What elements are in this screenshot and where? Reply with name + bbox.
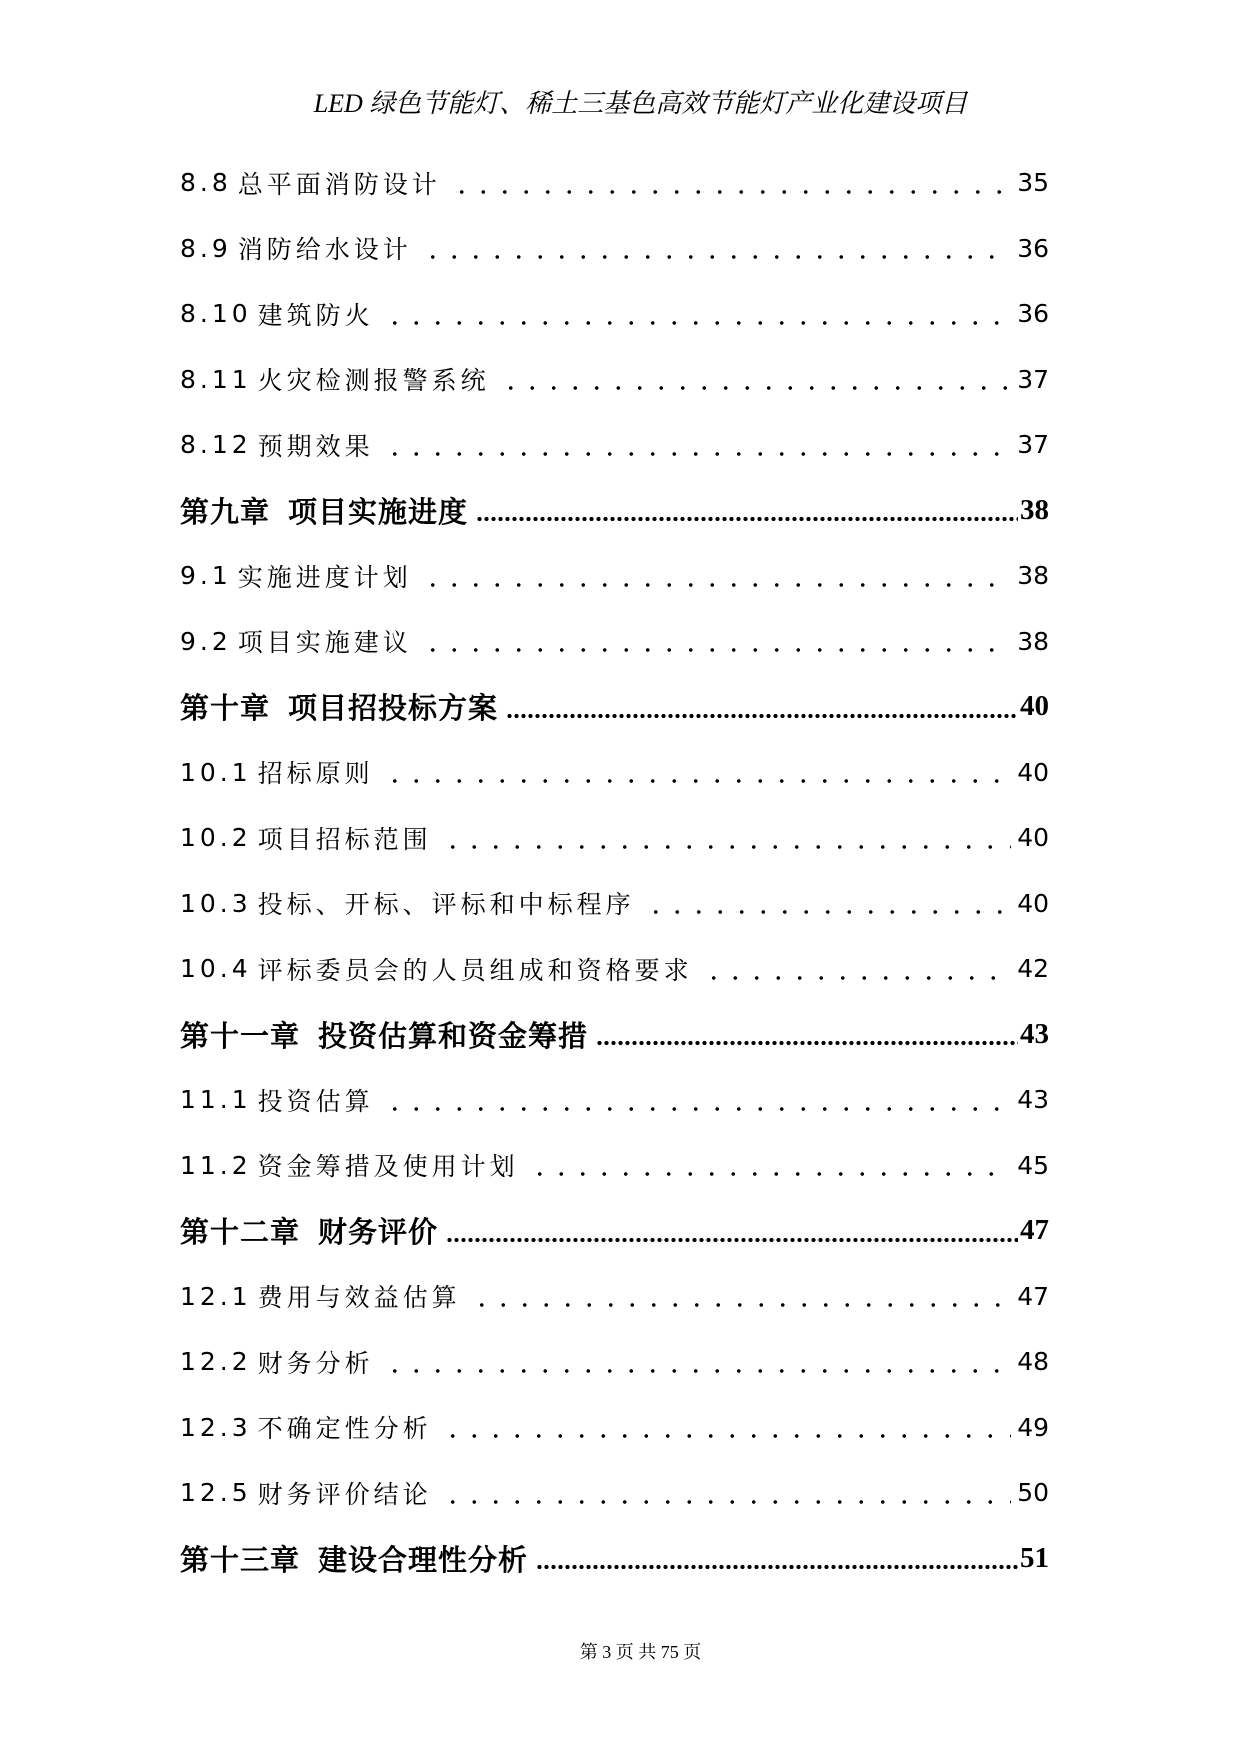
toc-dot-leader bbox=[442, 1498, 1012, 1506]
toc-entry-number: 12.5 bbox=[180, 1478, 252, 1508]
toc-entry-page-number: 50 bbox=[1017, 1478, 1049, 1508]
toc-dot-leader bbox=[476, 515, 1018, 523]
toc-entry-number: 8.12 bbox=[180, 430, 252, 460]
toc-entry-number: 9.1 bbox=[180, 561, 232, 591]
toc-entry-number: 10.4 bbox=[180, 954, 252, 984]
toc-entry-number: 8.10 bbox=[180, 299, 252, 329]
toc-entry-page-number: 40 bbox=[1020, 690, 1049, 723]
toc-entry-page-number: 48 bbox=[1017, 1347, 1049, 1377]
toc-entry-page-number: 47 bbox=[1020, 1214, 1049, 1247]
page-header: LED 绿色节能灯、稀土三基色高效节能灯产业化建设项目 bbox=[313, 89, 968, 118]
toc-entry-title: 财务评价结论 bbox=[257, 1479, 432, 1509]
table-of-contents bbox=[180, 150, 1049, 1591]
toc-entry-title: 预期效果 bbox=[257, 431, 374, 461]
toc-section-entry bbox=[180, 1460, 1049, 1526]
toc-section-entry bbox=[180, 609, 1049, 675]
toc-dot-leader bbox=[596, 1039, 1018, 1047]
toc-chapter-entry bbox=[180, 478, 1049, 544]
toc-entry-title: 建筑防火 bbox=[257, 300, 374, 330]
toc-entry-number: 第十二章 bbox=[180, 1217, 301, 1250]
toc-entry-title: 招标原则 bbox=[257, 759, 374, 789]
toc-entry-page-number: 37 bbox=[1017, 430, 1049, 460]
toc-entry-page-number: 35 bbox=[1017, 168, 1049, 198]
toc-entry-title: 实施进度计划 bbox=[237, 562, 412, 592]
toc-entry-title: 财务分析 bbox=[257, 1348, 374, 1378]
toc-section-entry bbox=[180, 1329, 1049, 1395]
toc-entry-page-number: 36 bbox=[1017, 299, 1049, 329]
toc-entry-page-number: 36 bbox=[1017, 233, 1049, 263]
toc-section-entry bbox=[180, 347, 1049, 413]
toc-entry-number: 10.3 bbox=[180, 888, 252, 918]
toc-entry-title: 项目实施进度 bbox=[288, 496, 469, 529]
toc-entry-title: 项目招标范围 bbox=[257, 824, 432, 854]
toc-entry-page-number: 51 bbox=[1020, 1541, 1049, 1574]
toc-section-entry bbox=[180, 543, 1049, 609]
toc-dot-leader bbox=[384, 450, 1012, 458]
toc-dot-leader bbox=[442, 1432, 1012, 1440]
toc-section-entry bbox=[180, 1133, 1049, 1199]
toc-entry-page-number: 43 bbox=[1020, 1017, 1049, 1050]
toc-chapter-entry bbox=[180, 1002, 1049, 1068]
toc-entry-number: 10.2 bbox=[180, 823, 252, 853]
toc-section-entry bbox=[180, 740, 1049, 806]
toc-entry-number: 第十章 bbox=[180, 693, 271, 726]
toc-entry-title: 火灾检测报警系统 bbox=[257, 366, 490, 396]
toc-dot-leader bbox=[645, 908, 1012, 916]
toc-entry-number: 9.2 bbox=[180, 626, 232, 656]
toc-entry-title: 不确定性分析 bbox=[257, 1414, 432, 1444]
toc-entry-page-number: 43 bbox=[1017, 1085, 1049, 1115]
toc-section-entry bbox=[180, 1395, 1049, 1461]
toc-entry-title: 投标、开标、评标和中标程序 bbox=[257, 890, 635, 920]
toc-section-entry bbox=[180, 281, 1049, 347]
toc-entry-title: 资金筹措及使用计划 bbox=[257, 1152, 519, 1182]
toc-entry-title: 费用与效益估算 bbox=[257, 1283, 461, 1313]
toc-section-entry bbox=[180, 1264, 1049, 1330]
toc-entry-title: 建设合理性分析 bbox=[318, 1544, 529, 1577]
toc-entry-number: 11.1 bbox=[180, 1085, 252, 1115]
toc-dot-leader bbox=[384, 319, 1012, 327]
toc-entry-title: 财务评价 bbox=[318, 1217, 439, 1250]
toc-entry-page-number: 37 bbox=[1017, 364, 1049, 394]
toc-dot-leader bbox=[422, 581, 1011, 589]
toc-section-entry bbox=[180, 216, 1049, 282]
toc-dot-leader bbox=[384, 1367, 1012, 1375]
toc-entry-title: 评标委员会的人员组成和资格要求 bbox=[257, 955, 693, 985]
toc-dot-leader bbox=[500, 384, 1012, 392]
toc-dot-leader bbox=[384, 1105, 1012, 1113]
toc-dot-leader bbox=[529, 1170, 1012, 1178]
toc-section-entry bbox=[180, 936, 1049, 1002]
toc-section-entry bbox=[180, 1067, 1049, 1133]
toc-entry-number: 8.9 bbox=[180, 233, 232, 263]
toc-entry-number: 8.8 bbox=[180, 168, 232, 198]
toc-entry-page-number: 40 bbox=[1017, 888, 1049, 918]
toc-chapter-entry bbox=[180, 1526, 1049, 1592]
toc-entry-title: 总平面消防设计 bbox=[237, 169, 441, 199]
toc-entry-title: 消防给水设计 bbox=[237, 235, 412, 265]
toc-entry-number: 12.3 bbox=[180, 1412, 252, 1442]
toc-entry-page-number: 49 bbox=[1017, 1412, 1049, 1442]
toc-dot-leader bbox=[536, 1563, 1018, 1571]
toc-dot-leader bbox=[703, 974, 1012, 982]
toc-dot-leader bbox=[384, 777, 1012, 785]
toc-section-entry bbox=[180, 412, 1049, 478]
toc-dot-leader bbox=[442, 843, 1012, 851]
toc-entry-title: 项目招投标方案 bbox=[288, 693, 499, 726]
toc-entry-number: 第九章 bbox=[180, 496, 271, 529]
toc-dot-leader bbox=[422, 253, 1011, 261]
toc-entry-page-number: 42 bbox=[1017, 954, 1049, 984]
toc-dot-leader bbox=[422, 646, 1011, 654]
toc-entry-page-number: 38 bbox=[1017, 626, 1049, 656]
toc-entry-number: 12.1 bbox=[180, 1281, 252, 1311]
toc-entry-title: 投资估算 bbox=[257, 1086, 374, 1116]
toc-entry-number: 第十一章 bbox=[180, 1020, 301, 1053]
toc-chapter-entry bbox=[180, 674, 1049, 740]
toc-entry-title: 投资估算和资金筹措 bbox=[318, 1020, 589, 1053]
toc-entry-number: 12.2 bbox=[180, 1347, 252, 1377]
toc-dot-leader bbox=[471, 1301, 1012, 1309]
toc-dot-leader bbox=[506, 712, 1018, 720]
toc-entry-number: 第十三章 bbox=[180, 1544, 301, 1577]
toc-section-entry bbox=[180, 805, 1049, 871]
toc-entry-title: 项目实施建议 bbox=[237, 628, 412, 658]
toc-entry-page-number: 40 bbox=[1017, 757, 1049, 787]
toc-section-entry bbox=[180, 871, 1049, 937]
toc-chapter-entry bbox=[180, 1198, 1049, 1264]
toc-entry-number: 10.1 bbox=[180, 757, 252, 787]
toc-dot-leader bbox=[446, 1236, 1018, 1244]
toc-entry-page-number: 40 bbox=[1017, 823, 1049, 853]
page-footer: 第 3 页 共 75 页 bbox=[579, 1642, 702, 1662]
toc-entry-page-number: 38 bbox=[1020, 493, 1049, 526]
toc-entry-page-number: 38 bbox=[1017, 561, 1049, 591]
toc-entry-number: 8.11 bbox=[180, 364, 252, 394]
toc-dot-leader bbox=[451, 188, 1011, 196]
toc-entry-page-number: 45 bbox=[1017, 1150, 1049, 1180]
toc-entry-page-number: 47 bbox=[1017, 1281, 1049, 1311]
toc-section-entry bbox=[180, 150, 1049, 216]
toc-entry-number: 11.2 bbox=[180, 1150, 252, 1180]
